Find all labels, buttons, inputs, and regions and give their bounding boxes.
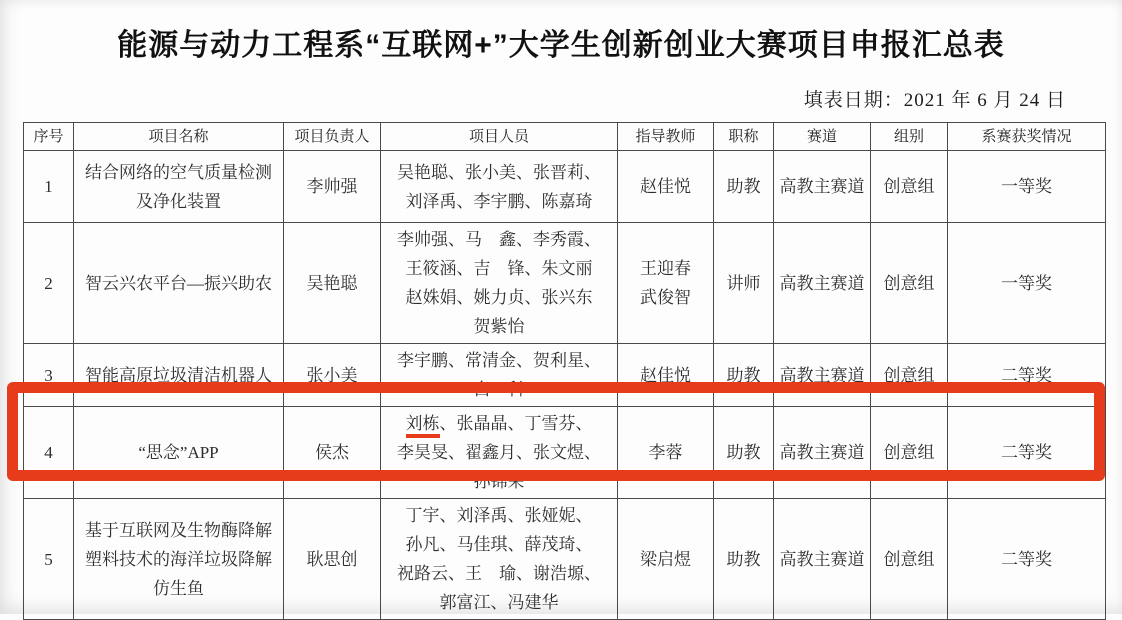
header-leader: 项目负责人: [284, 123, 381, 151]
header-serial: 序号: [24, 123, 74, 151]
advisor-cell: 赵佳悦: [618, 151, 714, 223]
header-group: 组别: [871, 123, 948, 151]
track-cell: 高教主赛道: [774, 407, 871, 499]
group-cell: 创意组: [871, 407, 948, 499]
summary-table: [23, 122, 1106, 620]
members-cell: 李宇鹏、常清金、贺利星、 白 科: [381, 344, 618, 407]
track-cell: 高教主赛道: [774, 151, 871, 223]
serial-cell: 2: [24, 223, 74, 344]
title-cell: 讲师: [714, 223, 774, 344]
title-cell: 助教: [714, 499, 774, 620]
leader-cell: 李帅强: [284, 151, 381, 223]
project-name-cell: 结合网络的空气质量检测 及净化装置: [74, 151, 284, 223]
leader-cell: 耿思创: [284, 499, 381, 620]
title-cell: 助教: [714, 407, 774, 499]
header-track: 赛道: [774, 123, 871, 151]
serial-cell: 1: [24, 151, 74, 223]
advisor-cell: 赵佳悦: [618, 344, 714, 407]
leader-cell: 侯杰: [284, 407, 381, 499]
table-row: [24, 344, 1106, 407]
serial-cell: 3: [24, 344, 74, 407]
award-cell: 一等奖: [948, 223, 1106, 344]
table-row: [24, 151, 1106, 223]
table-row: [24, 223, 1106, 344]
leader-cell: 张小美: [284, 344, 381, 407]
award-cell: 一等奖: [948, 151, 1106, 223]
members-cell: [381, 407, 618, 499]
table-row: [24, 499, 1106, 620]
advisor-cell: 王迎春 武俊智: [618, 223, 714, 344]
page-title: 能源与动力工程系“互联网+”大学生创新创业大赛项目申报汇总表: [117, 29, 1005, 62]
header-award: 系赛获奖情况: [948, 123, 1106, 151]
table-header-row: [24, 123, 1106, 151]
header-members: 项目人员: [381, 123, 618, 151]
advisor-cell: 梁启煜: [618, 499, 714, 620]
track-cell: 高教主赛道: [774, 499, 871, 620]
group-cell: 创意组: [871, 499, 948, 620]
group-cell: 创意组: [871, 344, 948, 407]
leader-cell: 吴艳聪: [284, 223, 381, 344]
members-cell: 丁宇、刘泽禹、张娅妮、 孙凡、马佳琪、薛茂琦、 祝路云、王 瑜、谢浩塬、 郭富江、冯建华: [381, 499, 618, 620]
member-name-red-underline: 刘栋: [406, 414, 440, 438]
members-rest: 、张晶晶、丁雪芬、 李昊旻、翟鑫月、张文煜、 孙锦荣: [397, 414, 601, 491]
track-cell: 高教主赛道: [774, 344, 871, 407]
members-cell: 李帅强、马 鑫、李秀霞、 王筱涵、吉 锋、朱文丽 赵姝娟、姚力贞、张兴东 贺紫怡: [381, 223, 618, 344]
project-name-cell: 智能高原垃圾清洁机器人: [74, 344, 284, 407]
header-project-name: 项目名称: [74, 123, 284, 151]
award-cell: 二等奖: [948, 407, 1106, 499]
group-cell: 创意组: [871, 151, 948, 223]
title-cell: 助教: [714, 151, 774, 223]
fill-date: 填表日期：2021 年 6 月 24 日: [803, 90, 1066, 111]
serial-cell: 5: [24, 499, 74, 620]
project-name-cell: 基于互联网及生物酶降解 塑料技术的海洋垃圾降解 仿生鱼: [74, 499, 284, 620]
award-cell: 二等奖: [948, 344, 1106, 407]
project-name-cell: 智云兴农平台—振兴助农: [74, 223, 284, 344]
award-cell: 二等奖: [948, 499, 1106, 620]
members-cell: 吴艳聪、张小美、张晋莉、 刘泽禹、李宇鹏、陈嘉琦: [381, 151, 618, 223]
title-cell: 助教: [714, 344, 774, 407]
header-advisor: 指导教师: [618, 123, 714, 151]
serial-cell: 4: [24, 407, 74, 499]
project-name-cell: “思念”APP: [74, 407, 284, 499]
table-row-highlighted: [24, 407, 1106, 499]
header-title: 职称: [714, 123, 774, 151]
group-cell: 创意组: [871, 223, 948, 344]
track-cell: 高教主赛道: [774, 223, 871, 344]
advisor-cell: 李蓉: [618, 407, 714, 499]
